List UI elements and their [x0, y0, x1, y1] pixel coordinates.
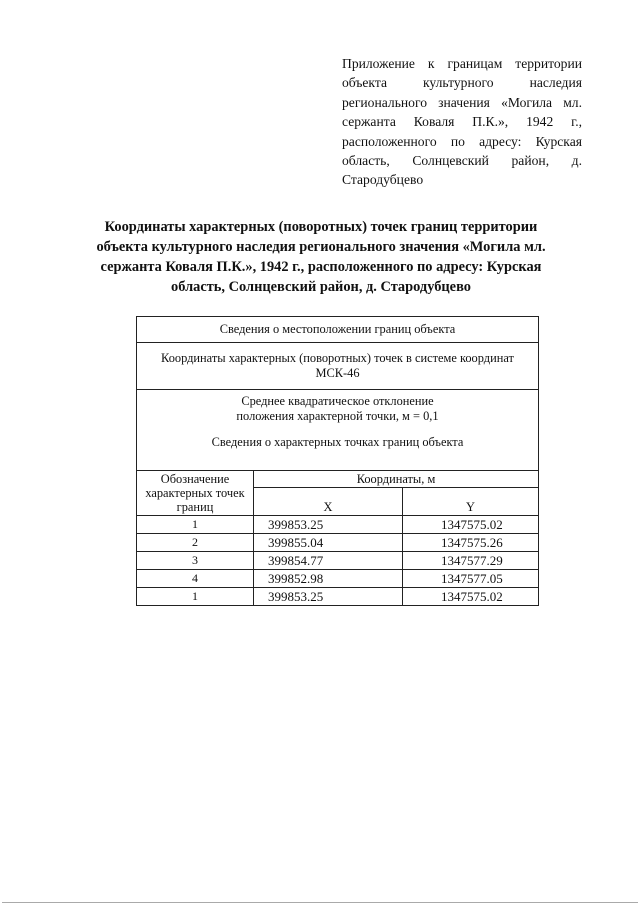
deviation-label: Среднее квадратическое отклонение — [241, 394, 434, 408]
point-number: 3 — [137, 552, 254, 570]
y-coordinate: 1347575.02 — [403, 588, 539, 606]
point-number: 1 — [137, 588, 254, 606]
x-coordinate: 399854.77 — [254, 552, 403, 570]
y-coordinate: 1347575.02 — [403, 516, 539, 534]
x-coordinate: 399853.25 — [254, 516, 403, 534]
table-row — [137, 588, 539, 606]
coordinates-table — [136, 316, 539, 606]
y-coordinate: 1347577.05 — [403, 570, 539, 588]
point-number: 2 — [137, 534, 254, 552]
x-coordinate: 399853.25 — [254, 588, 403, 606]
coordinate-system-cell — [137, 343, 539, 390]
y-coordinate: 1347577.29 — [403, 552, 539, 570]
location-header: Сведения о местоположении границ объекта — [137, 317, 539, 343]
y-coordinate: 1347575.26 — [403, 534, 539, 552]
designation-header: Обозначение характерных точек границ — [137, 471, 254, 516]
deviation-value: положения характерной точки, м = 0,1 — [236, 409, 439, 423]
page-bottom-edge — [2, 902, 638, 903]
x-coordinate: 399855.04 — [254, 534, 403, 552]
points-info-label: Сведения о характерных точках границ объекта — [211, 435, 464, 449]
x-column-header: X — [254, 488, 403, 516]
appendix-note: Приложение к границам территории объекта культурного наследия регионального значения «Могила мл. сержанта Коваля П.К.», 1942 г., расположенного по адресу: Курская область, Солнцевский район, д. Стародубцево — [342, 56, 582, 188]
table-row — [137, 570, 539, 588]
table-row — [137, 516, 539, 534]
table-row — [137, 552, 539, 570]
point-number: 1 — [137, 516, 254, 534]
coordinate-system-name: МСК-46 — [315, 366, 360, 380]
accuracy-cell — [137, 390, 539, 471]
x-coordinate: 399852.98 — [254, 570, 403, 588]
document-title: Координаты характерных (поворотных) точек границ территории объекта культурного наследия регионального значения «Могила мл. сержанта Коваля П.К.», 1942 г., расположенного по адресу: Курская область, Солнцевский район, д. Стародубцево — [96, 219, 546, 295]
point-number: 4 — [137, 570, 254, 588]
coordinate-system-text: Координаты характерных (поворотных) точек в системе координат — [161, 351, 514, 365]
table-row — [137, 534, 539, 552]
coordinates-header: Координаты, м — [254, 471, 539, 488]
y-column-header: Y — [403, 488, 539, 516]
